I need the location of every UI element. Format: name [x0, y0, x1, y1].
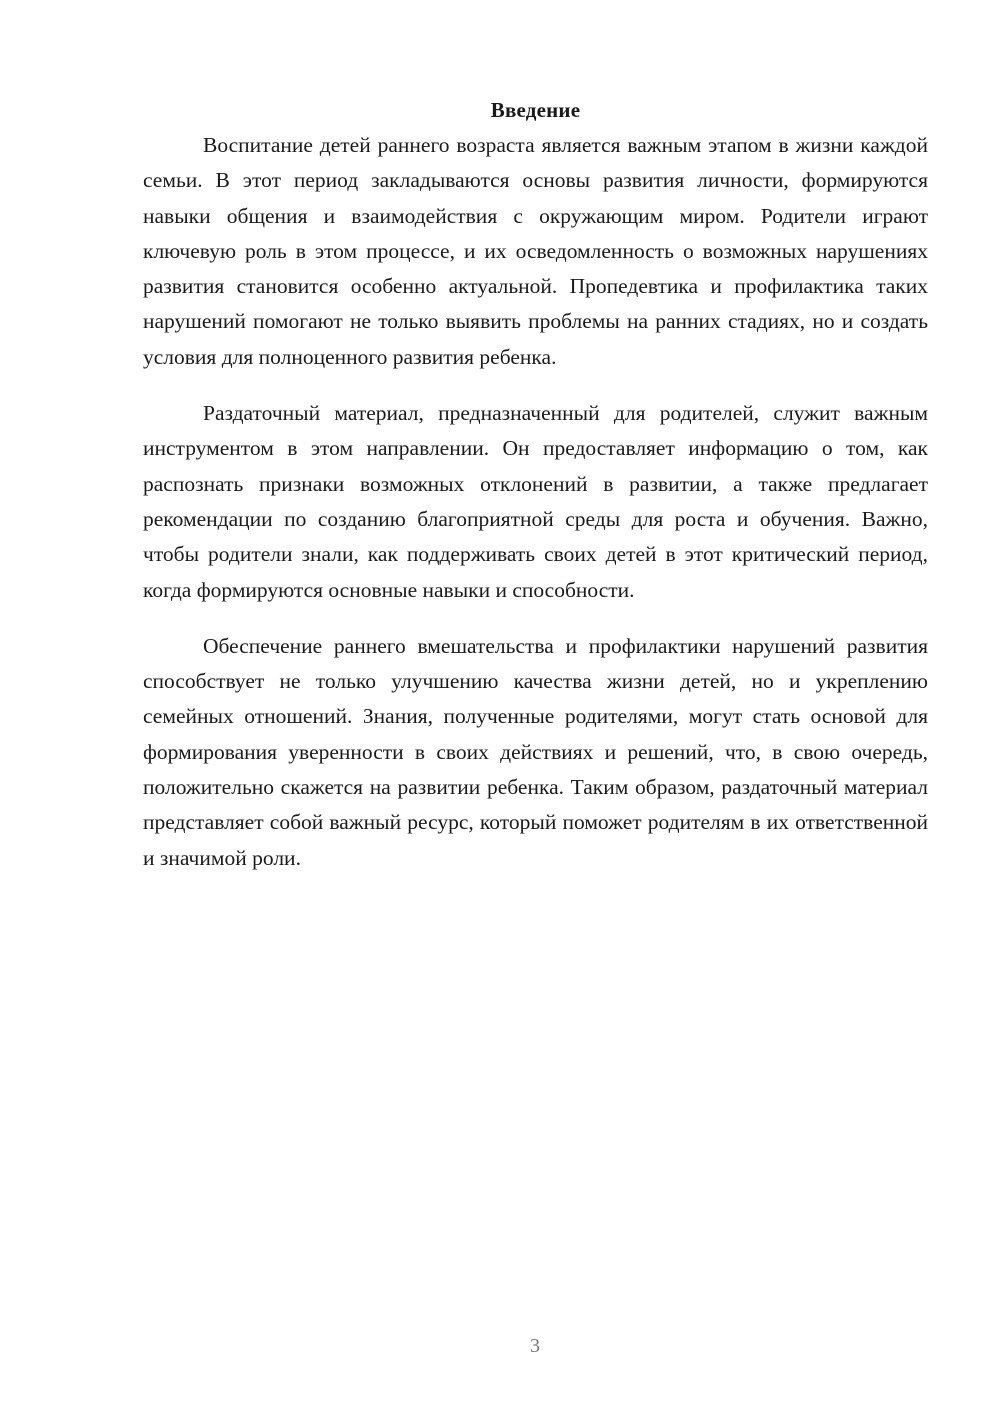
page-content: [143, 92, 928, 897]
section-title: Введение: [490, 98, 581, 122]
paragraph-1: Воспитание детей раннего возраста является важным этапом в жизни каждой семьи. В этот период закладываются основы развития личности, формируются навыки общения и взаимодействия с окружающим миром. Родители играют ключевую роль в этом процессе, и их осведомленность о возможных нарушениях развития становится особенно актуальной. Пропедевтика и профилактика таких нарушений помогают не только выявить проблемы на ранних стадиях, но и создать условия для полноценного развития ребенка.: [143, 133, 928, 369]
paragraph-2: Раздаточный материал, предназначенный для родителей, служит важным инструментом в этом направлении. Он предоставляет информацию о том, как распознать признаки возможных отклонений в развитии, а также предлагает рекомендации по созданию благоприятной среды для роста и обучения. Важно, чтобы родители знали, как поддерживать своих детей в этот критический период, когда формируются основные навыки и способности.: [143, 401, 928, 602]
paragraph-3: Обеспечение раннего вмешательства и профилактики нарушений развития способствует не только улучшению качества жизни детей, но и укреплению семейных отношений. Знания, полученные родителями, могут стать основой для формирования уверенности в своих действиях и решений, что, в свою очередь, положительно скажется на развитии ребенка. Таким образом, раздаточный материал представляет собой важный ресурс, который поможет родителям в их ответственной и значимой роли.: [143, 633, 928, 870]
page-number: 3: [530, 1335, 540, 1357]
